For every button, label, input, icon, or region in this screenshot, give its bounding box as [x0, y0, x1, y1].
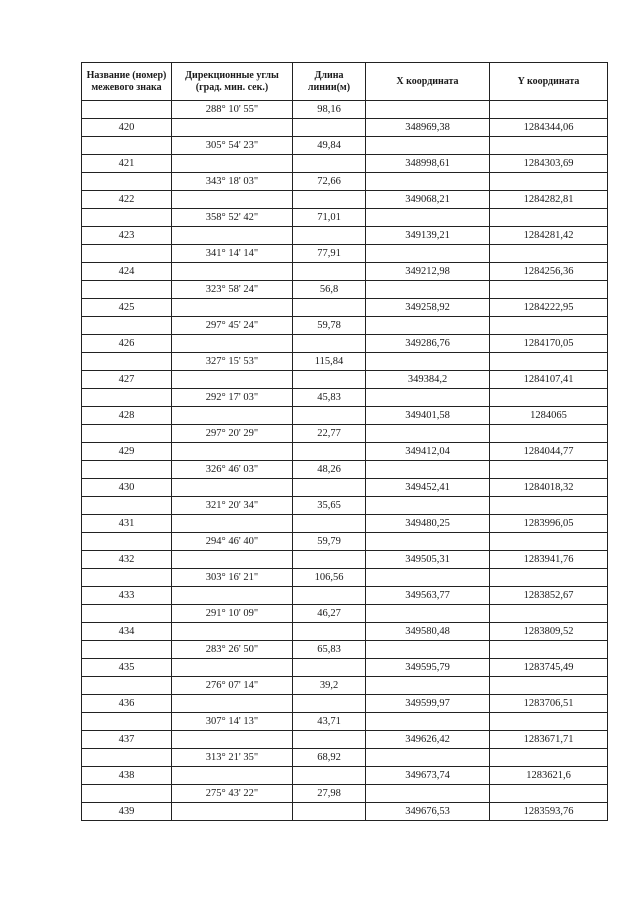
- table-row: [82, 281, 608, 299]
- table-row: [82, 569, 608, 587]
- angle-cell: [172, 119, 293, 137]
- y-cell: 1283706,51: [490, 695, 608, 713]
- table-header-row: [82, 63, 608, 101]
- length-cell: 39,2: [293, 677, 366, 695]
- name-cell: [82, 353, 172, 371]
- point-name-cell: 437: [82, 731, 172, 749]
- table-row: [82, 785, 608, 803]
- angle-cell: 294° 46' 40": [172, 533, 293, 551]
- length-cell: 59,78: [293, 317, 366, 335]
- y-cell: 1284256,36: [490, 263, 608, 281]
- angle-cell: [172, 155, 293, 173]
- name-cell: [82, 749, 172, 767]
- table-body: [82, 101, 608, 821]
- name-cell: [82, 605, 172, 623]
- length-cell: [293, 155, 366, 173]
- name-cell: [82, 101, 172, 119]
- y-cell: 1284282,81: [490, 191, 608, 209]
- length-cell: 27,98: [293, 785, 366, 803]
- table-row: [82, 515, 608, 533]
- y-cell: [490, 209, 608, 227]
- table-row: [82, 551, 608, 569]
- point-name-cell: 420: [82, 119, 172, 137]
- angle-cell: [172, 227, 293, 245]
- y-cell: 1283941,76: [490, 551, 608, 569]
- x-cell: [366, 461, 490, 479]
- length-cell: [293, 623, 366, 641]
- angle-cell: [172, 299, 293, 317]
- length-cell: [293, 695, 366, 713]
- table-row: [82, 371, 608, 389]
- angle-cell: 297° 20' 29": [172, 425, 293, 443]
- length-cell: [293, 407, 366, 425]
- point-name-cell: 432: [82, 551, 172, 569]
- table-row: [82, 497, 608, 515]
- y-cell: 1284344,06: [490, 119, 608, 137]
- x-cell: [366, 245, 490, 263]
- point-name-cell: 435: [82, 659, 172, 677]
- y-cell: [490, 173, 608, 191]
- x-cell: [366, 713, 490, 731]
- table-row: [82, 533, 608, 551]
- length-cell: [293, 335, 366, 353]
- point-name-cell: 422: [82, 191, 172, 209]
- x-cell: 349384,2: [366, 371, 490, 389]
- angle-cell: 297° 45' 24": [172, 317, 293, 335]
- y-cell: [490, 569, 608, 587]
- x-cell: 349401,58: [366, 407, 490, 425]
- angle-cell: [172, 587, 293, 605]
- angle-cell: 303° 16' 21": [172, 569, 293, 587]
- x-cell: [366, 281, 490, 299]
- y-cell: [490, 605, 608, 623]
- x-cell: 349286,76: [366, 335, 490, 353]
- x-cell: [366, 677, 490, 695]
- point-name-cell: 427: [82, 371, 172, 389]
- name-cell: [82, 317, 172, 335]
- length-cell: [293, 227, 366, 245]
- angle-cell: [172, 515, 293, 533]
- name-cell: [82, 425, 172, 443]
- x-cell: [366, 173, 490, 191]
- length-cell: 77,91: [293, 245, 366, 263]
- table-row: [82, 317, 608, 335]
- x-cell: [366, 785, 490, 803]
- y-cell: [490, 425, 608, 443]
- name-cell: [82, 785, 172, 803]
- x-cell: [366, 101, 490, 119]
- y-cell: [490, 245, 608, 263]
- table-row: [82, 173, 608, 191]
- length-cell: 49,84: [293, 137, 366, 155]
- angle-cell: [172, 551, 293, 569]
- angle-cell: 307° 14' 13": [172, 713, 293, 731]
- point-name-cell: 430: [82, 479, 172, 497]
- x-cell: 349139,21: [366, 227, 490, 245]
- y-cell: 1284222,95: [490, 299, 608, 317]
- angle-cell: [172, 191, 293, 209]
- length-cell: [293, 515, 366, 533]
- point-name-cell: 438: [82, 767, 172, 785]
- table-row: [82, 227, 608, 245]
- y-cell: [490, 461, 608, 479]
- length-cell: [293, 371, 366, 389]
- length-cell: [293, 191, 366, 209]
- header-length: Длина линии(м): [293, 63, 366, 101]
- y-cell: 1284044,77: [490, 443, 608, 461]
- angle-cell: [172, 623, 293, 641]
- table-row: [82, 695, 608, 713]
- angle-cell: 283° 26' 50": [172, 641, 293, 659]
- length-cell: 48,26: [293, 461, 366, 479]
- header-y: Y координата: [490, 63, 608, 101]
- angle-cell: 358° 52' 42": [172, 209, 293, 227]
- y-cell: [490, 317, 608, 335]
- angle-cell: 292° 17' 03": [172, 389, 293, 407]
- angle-cell: [172, 803, 293, 821]
- x-cell: 349480,25: [366, 515, 490, 533]
- angle-cell: 288° 10' 55": [172, 101, 293, 119]
- table-row: [82, 353, 608, 371]
- table-row: [82, 749, 608, 767]
- table-row: [82, 299, 608, 317]
- x-cell: 349673,74: [366, 767, 490, 785]
- name-cell: [82, 461, 172, 479]
- name-cell: [82, 173, 172, 191]
- table-row: [82, 659, 608, 677]
- table-row: [82, 713, 608, 731]
- angle-cell: [172, 659, 293, 677]
- x-cell: 348969,38: [366, 119, 490, 137]
- table-row: [82, 605, 608, 623]
- angle-cell: 341° 14' 14": [172, 245, 293, 263]
- angle-cell: 275° 43' 22": [172, 785, 293, 803]
- angle-cell: [172, 443, 293, 461]
- y-cell: [490, 389, 608, 407]
- y-cell: [490, 137, 608, 155]
- y-cell: [490, 497, 608, 515]
- x-cell: 349212,98: [366, 263, 490, 281]
- name-cell: [82, 137, 172, 155]
- x-cell: 349258,92: [366, 299, 490, 317]
- x-cell: [366, 137, 490, 155]
- header-x: X координата: [366, 63, 490, 101]
- length-cell: 22,77: [293, 425, 366, 443]
- table-row: [82, 623, 608, 641]
- x-cell: 349068,21: [366, 191, 490, 209]
- length-cell: 35,65: [293, 497, 366, 515]
- length-cell: [293, 659, 366, 677]
- length-cell: [293, 263, 366, 281]
- length-cell: [293, 479, 366, 497]
- length-cell: 106,56: [293, 569, 366, 587]
- angle-cell: [172, 731, 293, 749]
- y-cell: 1283996,05: [490, 515, 608, 533]
- angle-cell: [172, 335, 293, 353]
- x-cell: [366, 569, 490, 587]
- point-name-cell: 424: [82, 263, 172, 281]
- y-cell: [490, 677, 608, 695]
- y-cell: 1284018,32: [490, 479, 608, 497]
- length-cell: [293, 299, 366, 317]
- y-cell: 1284303,69: [490, 155, 608, 173]
- name-cell: [82, 389, 172, 407]
- x-cell: 349595,79: [366, 659, 490, 677]
- name-cell: [82, 677, 172, 695]
- point-name-cell: 436: [82, 695, 172, 713]
- y-cell: 1283852,67: [490, 587, 608, 605]
- point-name-cell: 423: [82, 227, 172, 245]
- table-row: [82, 587, 608, 605]
- angle-cell: 276° 07' 14": [172, 677, 293, 695]
- point-name-cell: 431: [82, 515, 172, 533]
- point-name-cell: 425: [82, 299, 172, 317]
- table-row: [82, 461, 608, 479]
- x-cell: 349580,48: [366, 623, 490, 641]
- length-cell: 72,66: [293, 173, 366, 191]
- length-cell: 59,79: [293, 533, 366, 551]
- length-cell: [293, 731, 366, 749]
- length-cell: 68,92: [293, 749, 366, 767]
- length-cell: [293, 551, 366, 569]
- length-cell: [293, 587, 366, 605]
- angle-cell: 326° 46' 03": [172, 461, 293, 479]
- angle-cell: 343° 18' 03": [172, 173, 293, 191]
- x-cell: [366, 425, 490, 443]
- x-cell: [366, 317, 490, 335]
- angle-cell: 323° 58' 24": [172, 281, 293, 299]
- length-cell: [293, 803, 366, 821]
- y-cell: 1283671,71: [490, 731, 608, 749]
- x-cell: 349599,97: [366, 695, 490, 713]
- length-cell: 115,84: [293, 353, 366, 371]
- point-name-cell: 429: [82, 443, 172, 461]
- length-cell: 46,27: [293, 605, 366, 623]
- angle-cell: [172, 263, 293, 281]
- angle-cell: [172, 767, 293, 785]
- length-cell: 65,83: [293, 641, 366, 659]
- header-angle: Дирекционные углы (град. мин. сек.): [172, 63, 293, 101]
- y-cell: [490, 785, 608, 803]
- y-cell: [490, 281, 608, 299]
- x-cell: [366, 533, 490, 551]
- table-row: [82, 443, 608, 461]
- table-row: [82, 155, 608, 173]
- table-row: [82, 731, 608, 749]
- y-cell: [490, 101, 608, 119]
- y-cell: 1284065: [490, 407, 608, 425]
- x-cell: 349676,53: [366, 803, 490, 821]
- angle-cell: 291° 10' 09": [172, 605, 293, 623]
- table-row: [82, 803, 608, 821]
- boundary-coordinates-table: [81, 62, 608, 821]
- x-cell: 349505,31: [366, 551, 490, 569]
- table-row: [82, 479, 608, 497]
- y-cell: [490, 641, 608, 659]
- y-cell: [490, 749, 608, 767]
- y-cell: [490, 533, 608, 551]
- length-cell: 43,71: [293, 713, 366, 731]
- header-name: Название (номер) межевого знака: [82, 63, 172, 101]
- angle-cell: 327° 15' 53": [172, 353, 293, 371]
- x-cell: [366, 641, 490, 659]
- table-row: [82, 641, 608, 659]
- name-cell: [82, 209, 172, 227]
- angle-cell: 321° 20' 34": [172, 497, 293, 515]
- table-row: [82, 191, 608, 209]
- y-cell: [490, 353, 608, 371]
- angle-cell: 313° 21' 35": [172, 749, 293, 767]
- table-row: [82, 767, 608, 785]
- length-cell: 98,16: [293, 101, 366, 119]
- angle-cell: [172, 371, 293, 389]
- y-cell: [490, 713, 608, 731]
- y-cell: 1283745,49: [490, 659, 608, 677]
- point-name-cell: 433: [82, 587, 172, 605]
- x-cell: 349452,41: [366, 479, 490, 497]
- name-cell: [82, 569, 172, 587]
- point-name-cell: 439: [82, 803, 172, 821]
- angle-cell: [172, 695, 293, 713]
- length-cell: [293, 767, 366, 785]
- table-row: [82, 245, 608, 263]
- table-row: [82, 407, 608, 425]
- x-cell: [366, 353, 490, 371]
- length-cell: [293, 443, 366, 461]
- point-name-cell: 426: [82, 335, 172, 353]
- table-row: [82, 335, 608, 353]
- x-cell: [366, 605, 490, 623]
- table-row: [82, 425, 608, 443]
- angle-cell: [172, 479, 293, 497]
- angle-cell: 305° 54' 23": [172, 137, 293, 155]
- name-cell: [82, 497, 172, 515]
- x-cell: [366, 209, 490, 227]
- y-cell: 1284170,05: [490, 335, 608, 353]
- point-name-cell: 434: [82, 623, 172, 641]
- table-row: [82, 101, 608, 119]
- point-name-cell: 428: [82, 407, 172, 425]
- length-cell: 45,83: [293, 389, 366, 407]
- y-cell: 1283621,6: [490, 767, 608, 785]
- length-cell: 71,01: [293, 209, 366, 227]
- y-cell: 1284107,41: [490, 371, 608, 389]
- x-cell: 348998,61: [366, 155, 490, 173]
- y-cell: 1283593,76: [490, 803, 608, 821]
- angle-cell: [172, 407, 293, 425]
- length-cell: 56,8: [293, 281, 366, 299]
- length-cell: [293, 119, 366, 137]
- table-row: [82, 119, 608, 137]
- y-cell: 1284281,42: [490, 227, 608, 245]
- table-row: [82, 209, 608, 227]
- name-cell: [82, 281, 172, 299]
- x-cell: 349563,77: [366, 587, 490, 605]
- x-cell: [366, 497, 490, 515]
- table-row: [82, 263, 608, 281]
- name-cell: [82, 641, 172, 659]
- y-cell: 1283809,52: [490, 623, 608, 641]
- x-cell: [366, 389, 490, 407]
- x-cell: 349412,04: [366, 443, 490, 461]
- name-cell: [82, 245, 172, 263]
- x-cell: [366, 749, 490, 767]
- table-row: [82, 677, 608, 695]
- table-row: [82, 389, 608, 407]
- x-cell: 349626,42: [366, 731, 490, 749]
- name-cell: [82, 533, 172, 551]
- name-cell: [82, 713, 172, 731]
- table-row: [82, 137, 608, 155]
- point-name-cell: 421: [82, 155, 172, 173]
